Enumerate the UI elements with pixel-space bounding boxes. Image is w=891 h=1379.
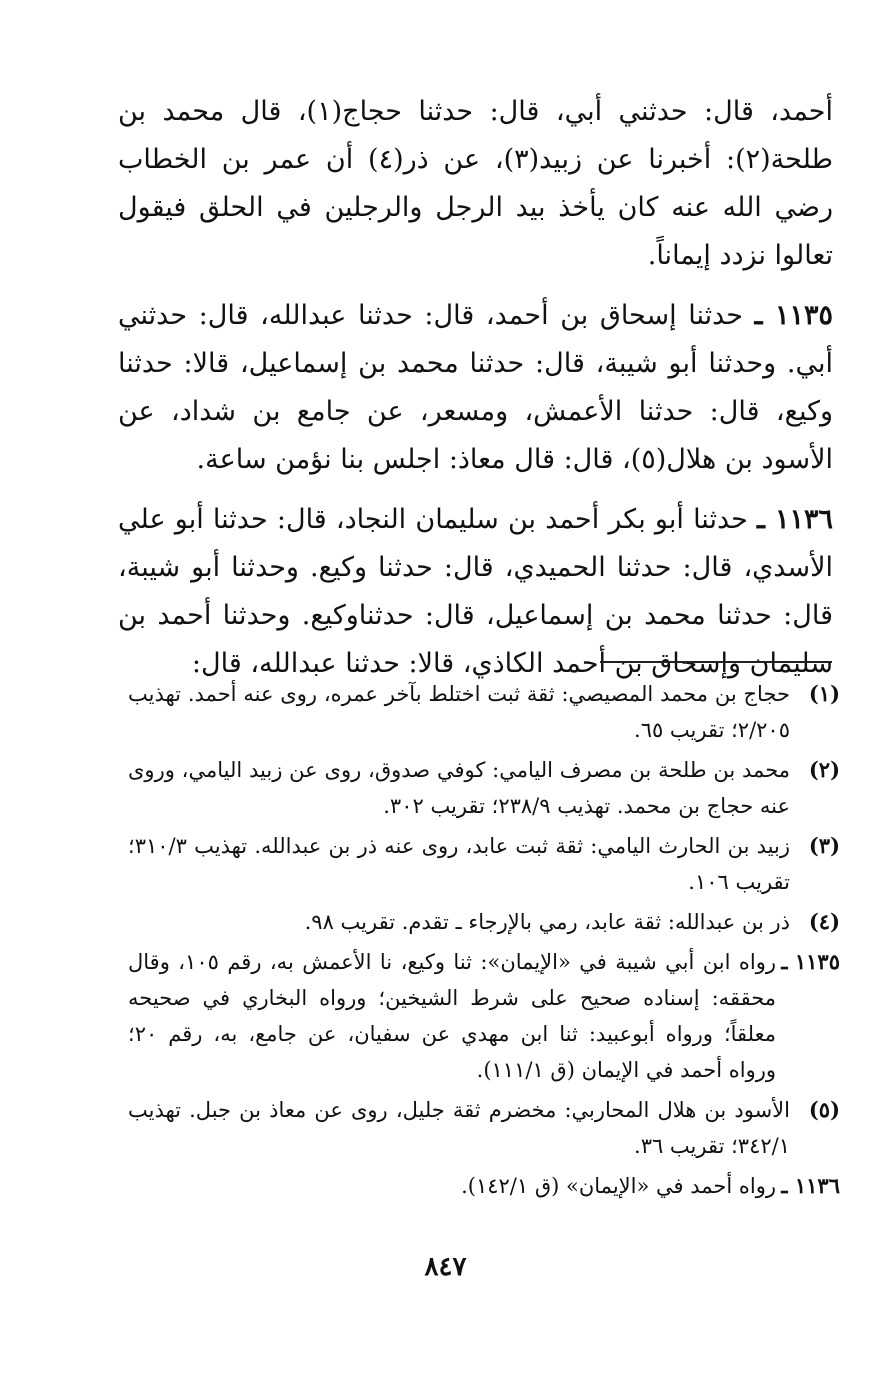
footnote-hadith-item — [128, 1168, 840, 1204]
footnote-marker: (٢) — [808, 757, 840, 782]
footnote-divider — [600, 661, 832, 663]
footnote-item — [128, 676, 840, 748]
footnote-text: حجاج بن محمد المصيصي: ثقة ثبت اختلط بآخر عمره، روى عنه أحمد. تهذيب ٢/٢٠٥؛ تقريب ٦٥. — [128, 682, 790, 742]
page-number: ٨٤٧ — [424, 1252, 467, 1282]
footnote-marker: (٣) — [808, 833, 840, 858]
paragraph-hadith-1136 — [118, 496, 833, 688]
paragraph-text: حدثنا إسحاق بن أحمد، قال: حدثنا عبدالله، قال: حدثني أبي. وحدثنا أبو شيبة، قال: حدثنا محمد بن إسماعيل، قالا: حدثنا وكيع، قال: حدثنا الأعمش، ومسعر، عن جامع بن شداد، عن الأسود بن هلال(٥)، قال: قال معاذ: اجلس بنا نؤمن ساعة. — [118, 300, 833, 475]
footnote-text: ذر بن عبدالله: ثقة عابد، رمي بالإرجاء ـ تقدم. تقريب ٩٨. — [304, 910, 790, 934]
paragraph-text: حدثنا أبو بكر أحمد بن سليمان النجاد، قال: حدثنا أبو علي الأسدي، قال: حدثنا الحميدي، قال: حدثنا وكيع. وحدثنا أبو شيبة، قال: حدثنا محمد بن إسماعيل، قال: حدثناوكيع. وحدثنا أحمد بن سليمان وإسحاق بن أحمد الكاذي، قالا: حدثنا عبدالله، قال: — [118, 504, 833, 679]
paragraph-continuation — [118, 88, 833, 280]
footnote-text: محمد بن طلحة بن مصرف اليامي: كوفي صدوق، روى عن زبيد اليامي، وروى عنه حجاج بن محمد. تهذيب ٢٣٨/٩؛ تقريب ٣٠٢. — [128, 758, 790, 818]
footnote-item — [128, 904, 840, 940]
footnote-text: الأسود بن هلال المحاربي: مخضرم ثقة جليل، روى عن معاذ بن جبل. تهذيب ٣٤٢/١؛ تقريب ٣٦. — [128, 1098, 790, 1158]
footnote-item — [128, 1092, 840, 1164]
footnote-text: رواه ابن أبي شيبة في «الإيمان»: ثنا وكيع، نا الأعمش به، رقم ١٠٥، وقال محققه: إسناده صحيح على شرط الشيخين؛ ورواه البخاري في صحيحه معلقاً؛ ورواه أبوعبيد: ثنا ابن مهدي عن سفيان، عن جامع، به، رقم ٢٠؛ ورواه أحمد في الإيمان (ق ١١١/١). — [128, 950, 776, 1082]
footnote-marker: ١١٣٥ ـ — [781, 949, 840, 974]
footnote-text: زبيد بن الحارث اليامي: ثقة ثبت عابد، روى عنه ذر بن عبدالله. تهذيب ٣١٠/٣؛ تقريب ١٠٦. — [128, 834, 790, 894]
footnote-item — [128, 828, 840, 900]
footnote-marker: ١١٣٦ ـ — [781, 1173, 840, 1198]
footnote-marker: (٤) — [808, 909, 840, 934]
paragraph-hadith-1135 — [118, 292, 833, 484]
footnote-item — [128, 752, 840, 824]
footnote-hadith-item — [128, 944, 840, 1088]
footnotes-section — [128, 676, 840, 1208]
footnote-marker: (٥) — [808, 1097, 840, 1122]
footnote-marker: (١) — [808, 681, 840, 706]
paragraph-text: أحمد، قال: حدثني أبي، قال: حدثنا حجاج(١)، قال محمد بن طلحة(٢): أخبرنا عن زبيد(٣)، عن ذر(٤) أن عمر بن الخطاب رضي الله عنه كان يأخذ بيد الرجل والرجلين في الحلق فيقول تعالوا نزدد إيماناً. — [118, 96, 833, 271]
footnote-text: رواه أحمد في «الإيمان» (ق ١٤٢/١). — [461, 1174, 776, 1198]
main-text-body — [118, 88, 833, 700]
hadith-number: ١١٣٥ ـ — [754, 300, 833, 331]
hadith-number: ١١٣٦ ـ — [757, 504, 833, 535]
